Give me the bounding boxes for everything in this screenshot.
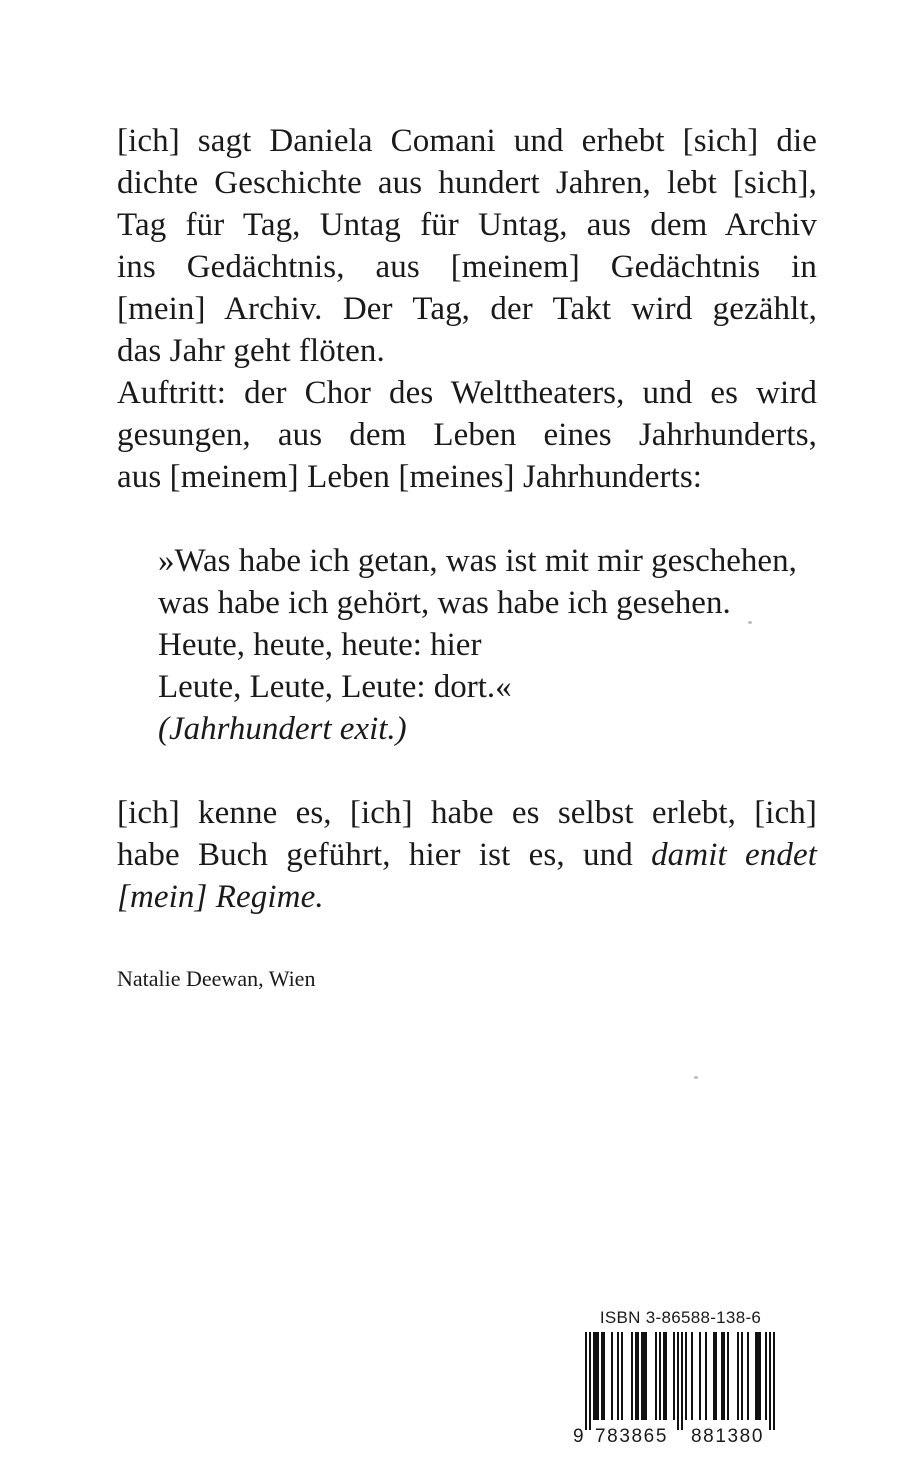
text-line: dichte Geschichte aus hundert Jahren, lebt [sich], [117, 165, 817, 201]
chorus-stanza [158, 540, 818, 750]
barcode-bar [641, 1332, 647, 1420]
barcode-bar [685, 1332, 687, 1420]
paragraph-closing [117, 792, 817, 918]
text-line: Tag für Tag, Untag für Untag, aus dem Archiv [117, 207, 817, 243]
barcode-bar [631, 1332, 633, 1420]
text-line: [mein] Archiv. Der Tag, der Takt wird gezählt, [117, 291, 817, 327]
verse-line: was habe ich gehört, was habe ich gesehen. [158, 585, 731, 621]
text-line: das Jahr geht flöten. [117, 333, 385, 369]
barcode-bar [713, 1332, 717, 1420]
scan-speck [694, 1076, 698, 1079]
barcode-bar [611, 1332, 613, 1420]
barcode-guard-bar [585, 1332, 587, 1430]
barcode-bar [705, 1332, 707, 1420]
verse-line: Heute, heute, heute: hier [158, 627, 482, 663]
text-line-regular: habe Buch geführt, hier ist es, und [117, 837, 633, 873]
barcode-guard-bar [769, 1332, 771, 1430]
barcode-bar [691, 1332, 693, 1420]
text-line-italic: [mein] Regime. [117, 879, 324, 915]
barcode-guard-bar [589, 1332, 591, 1430]
stage-direction: (Jahrhundert exit.) [158, 711, 407, 747]
paragraph-chorus-intro [117, 372, 817, 498]
barcode-bar [747, 1332, 749, 1420]
barcode-bar [721, 1332, 725, 1420]
author-signature: Natalie Deewan, Wien [117, 966, 316, 991]
barcode-bars [573, 1332, 788, 1430]
barcode-bar [765, 1332, 767, 1420]
text-line: gesungen, aus dem Leben eines Jahrhunderts, [117, 417, 817, 453]
barcode-digits-left: 783865 [595, 1426, 669, 1447]
barcode-bar [737, 1332, 739, 1420]
barcode-digit-first: 9 [573, 1426, 584, 1447]
text-line: Auftritt: der Chor des Welttheaters, und es wird [117, 375, 817, 411]
barcode-bar [663, 1332, 667, 1420]
verse-line: »Was habe ich getan, was ist mit mir geschehen, [158, 543, 797, 579]
barcode-bar [755, 1332, 761, 1420]
barcode-guard-bar [773, 1332, 775, 1430]
paragraph-intro [117, 120, 817, 372]
text-line: aus [meinem] Leben [meines] Jahrhunderts: [117, 459, 703, 495]
isbn-barcode [573, 1308, 788, 1448]
text-line-italic: damit endet [651, 837, 817, 873]
barcode-bar [655, 1332, 657, 1420]
barcode-bar [593, 1332, 599, 1420]
barcode-bar [699, 1332, 701, 1420]
barcode-guard-bar [681, 1332, 683, 1430]
scan-speck [748, 621, 752, 624]
barcode-bar [621, 1332, 623, 1420]
barcode-bar [741, 1332, 743, 1420]
text-line [117, 834, 817, 876]
text-line: ins Gedächtnis, aus [meinem] Gedächtnis in [117, 249, 817, 285]
verse-line: Leute, Leute, Leute: dort.« [158, 669, 512, 705]
barcode-bar [673, 1332, 675, 1420]
barcode-bar [659, 1332, 661, 1420]
barcode-bar [727, 1332, 729, 1420]
barcode-digits-right: 881380 [691, 1426, 765, 1447]
text-line: [ich] sagt Daniela Comani und erhebt [sich] die [117, 123, 817, 159]
text-line: [ich] kenne es, [ich] habe es selbst erlebt, [ich] [117, 795, 817, 831]
barcode-guard-bar [677, 1332, 679, 1430]
barcode-bar [601, 1332, 605, 1420]
isbn-label: ISBN 3-86588-138-6 [599, 1308, 762, 1327]
barcode-bar [617, 1332, 619, 1420]
barcode-bar [635, 1332, 639, 1420]
